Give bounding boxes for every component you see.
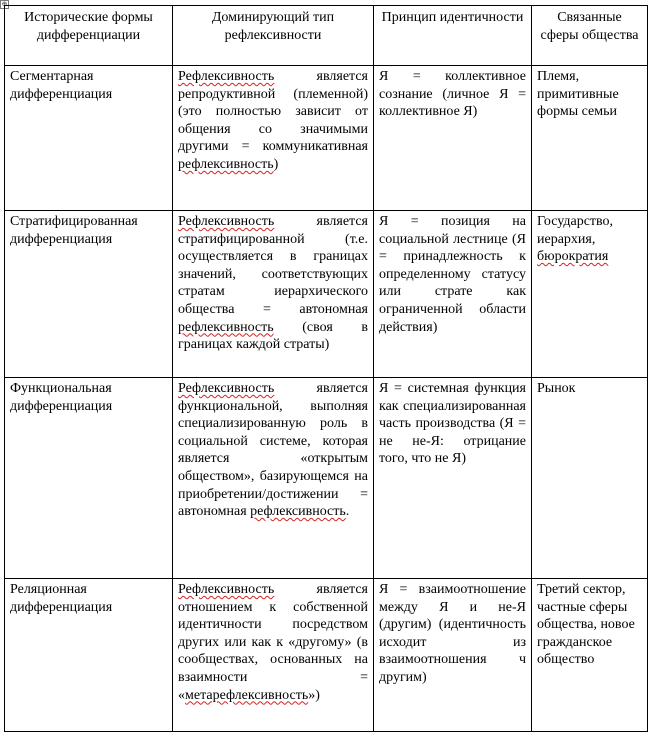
table-row xyxy=(5,378,648,579)
table-row xyxy=(5,579,648,732)
spellcheck-word: рефлексивность xyxy=(178,156,274,172)
cell-spheres: Третий сектор, частные сферы общества, новое гражданское общество xyxy=(532,579,648,732)
cell-form: Стратифицированная дифференциация xyxy=(5,211,173,378)
cell-form: Сегментарная дифференциация xyxy=(5,66,173,211)
cell-identity: Я = системная функция как специализированная часть производства (Я = не не-Я: отрицание того, что не Я) xyxy=(374,378,532,579)
table-move-handle-icon[interactable]: ⊕ xyxy=(1,0,8,8)
spellcheck-word: Рефлексивность xyxy=(178,69,275,84)
cell-reflexivity xyxy=(173,66,374,211)
cell-reflexivity xyxy=(173,211,374,378)
spellcheck-word: метарефлексивность xyxy=(185,687,309,703)
cell-spheres: Рынок xyxy=(532,378,648,579)
cell-text: является функциональной, выполняя специализированную роль в социальной системе, которая является «открытым обществом», базирующемся на приобретении/достижении = автономная xyxy=(178,381,368,520)
header-reflexivity-text: Доминирующий тип рефлексивности xyxy=(211,10,335,43)
cell-form: Функциональная дифференциация xyxy=(5,378,173,579)
table-header-row xyxy=(5,6,648,66)
spellcheck-word: Рефлексивность xyxy=(178,381,275,396)
cell-text: ) xyxy=(273,156,279,172)
cell-text: Государство, иерархия, xyxy=(537,214,614,247)
cell-reflexivity xyxy=(173,378,374,579)
cell-spheres: Племя, примитивные формы семьи xyxy=(532,66,648,211)
cell-text: является стратифицированной (т.е. осуществляется в границах значений, соответствующих стратам иерархического общества = автономная xyxy=(178,214,368,317)
cell-text: является отношением к собственной идентичности посредством других или как к «другому» (в сообществах, основанных на взаимности = « xyxy=(178,582,368,703)
spellcheck-word: рефлексивность xyxy=(178,319,274,335)
differentiation-table xyxy=(4,5,648,732)
cell-spheres xyxy=(532,211,648,378)
table-row xyxy=(5,211,648,378)
table-row xyxy=(5,66,648,211)
header-related-spheres: Связанные сферы общества xyxy=(532,6,648,66)
spellcheck-word: рефлексивность xyxy=(250,504,346,520)
cell-text: (своя в границах каждой страты) xyxy=(178,319,368,353)
cell-text: ») xyxy=(308,687,320,703)
cell-text: . xyxy=(345,504,350,520)
cell-identity: Я = позиция на социальной лестнице (Я = принадлежность к определенному статусу или страте как ограниченной области действия) xyxy=(374,211,532,378)
header-historical-forms: Исторические формы дифференциации xyxy=(5,6,173,66)
header-identity-principle: Принцип идентичности xyxy=(374,6,532,66)
cell-identity: Я = взаимоотношение между Я и не-Я (другим) (идентичность исходит из взаимоотношения ч другим) xyxy=(374,579,532,732)
spellcheck-word: Рефлексивность xyxy=(178,214,275,229)
header-reflexivity-type xyxy=(173,6,374,66)
spellcheck-word: Рефлексивность xyxy=(178,582,275,597)
cell-form: Реляционная дифференциация xyxy=(5,579,173,732)
cell-reflexivity xyxy=(173,579,374,732)
cell-identity: Я = коллективное сознание (личное Я = коллективное Я) xyxy=(374,66,532,211)
cell-text: является репродуктивной (племенной) (это полностью зависит от общения со значимыми другими = коммуникативная xyxy=(178,69,368,155)
spellcheck-word: бюрократия xyxy=(537,249,609,265)
